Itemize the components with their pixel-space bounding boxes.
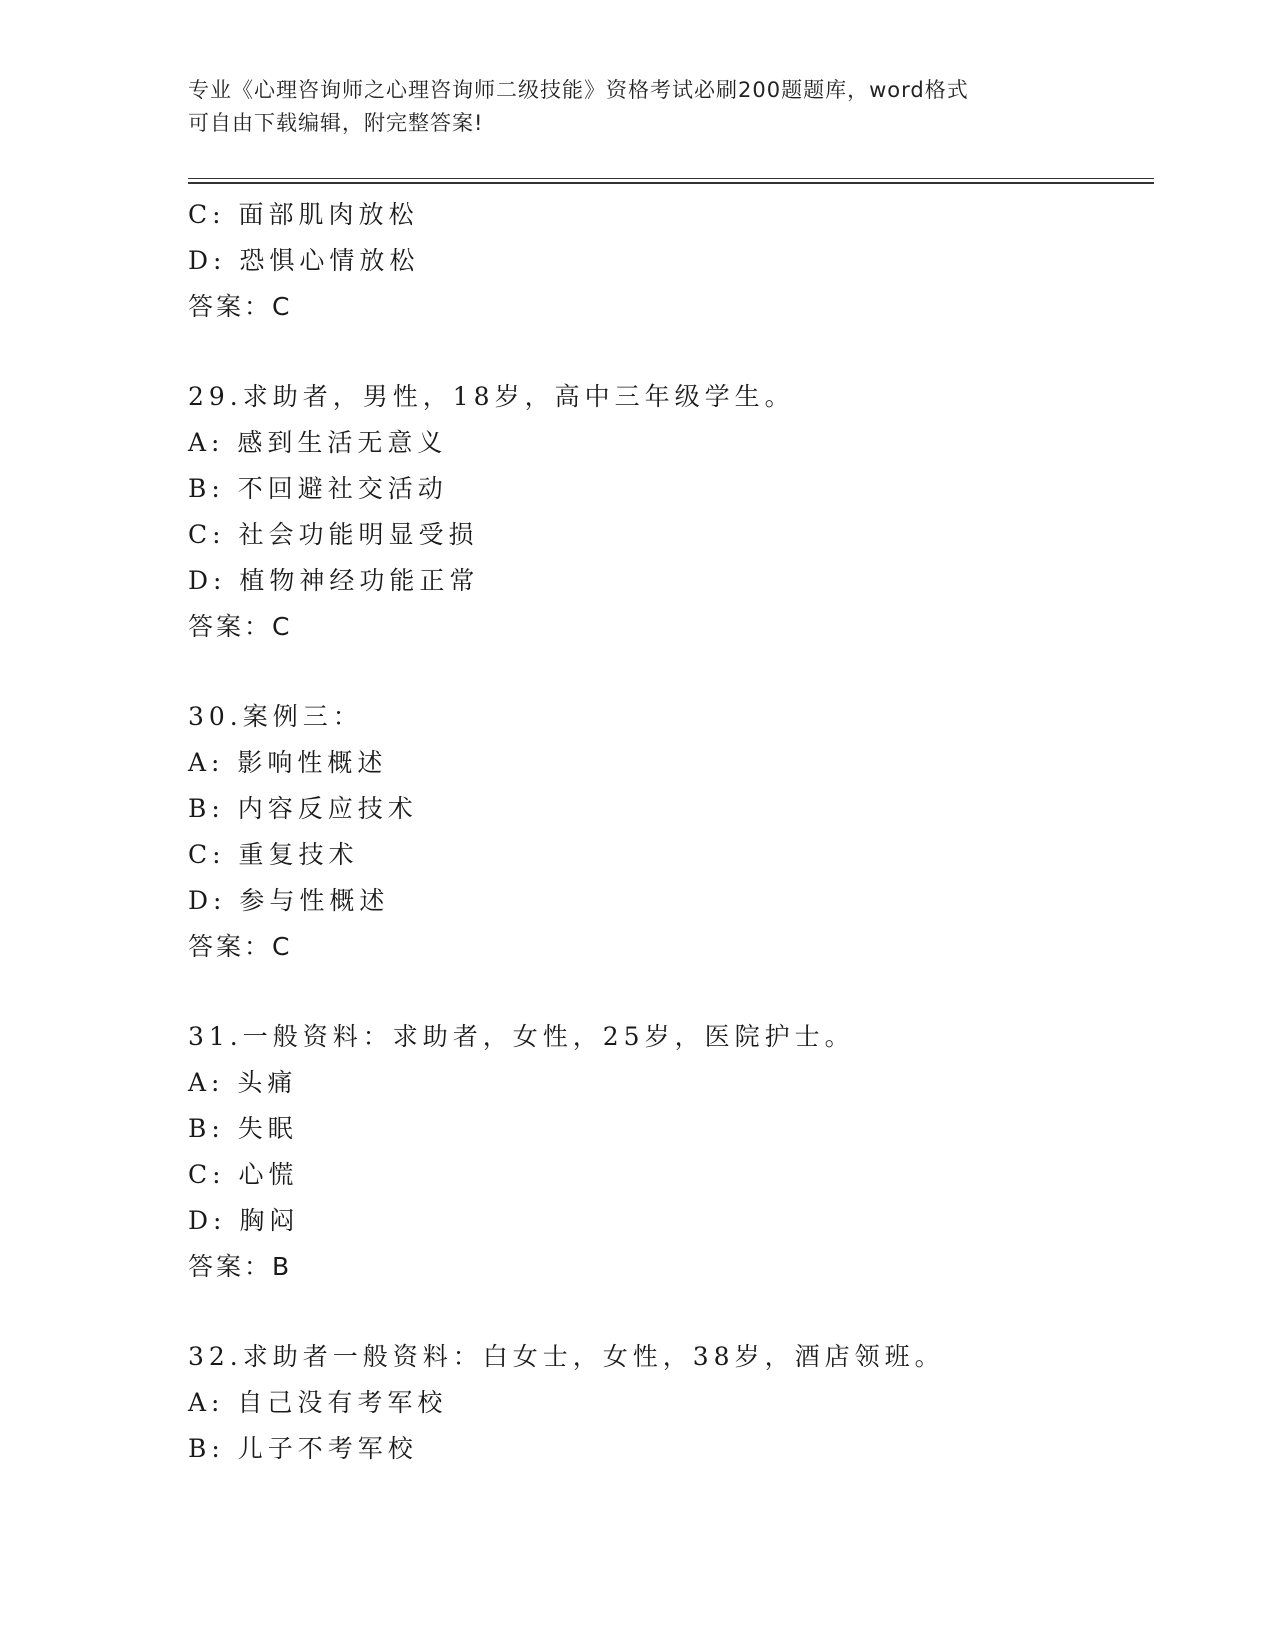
- option-c: C: 社会功能明显受损: [188, 520, 479, 549]
- option-c: C: 心慌: [188, 1160, 299, 1189]
- question-text: 30.案例三：: [188, 702, 363, 731]
- answer-line: 答案：C: [188, 292, 293, 321]
- option-a: A: 感到生活无意义: [188, 428, 448, 457]
- answer-line: 答案：C: [188, 612, 293, 641]
- option-b: B: 内容反应技术: [188, 794, 418, 823]
- header-rule-thin: [188, 178, 1154, 179]
- question-block: [188, 192, 1148, 330]
- question-text: 29.求助者，男性，18岁，高中三年级学生。: [188, 382, 795, 411]
- option-d: D: 恐惧心情放松: [188, 246, 420, 275]
- option-b: B: 儿子不考军校: [188, 1434, 418, 1463]
- option-a: A: 头痛: [188, 1068, 298, 1097]
- option-d: D: 参与性概述: [188, 886, 390, 915]
- question-list: [188, 192, 1148, 1472]
- option-a: A: 影响性概述: [188, 748, 388, 777]
- option-c: C: 面部肌肉放松: [188, 200, 419, 229]
- option-a: A: 自己没有考军校: [188, 1388, 448, 1417]
- option-d: D: 植物神经功能正常: [188, 566, 480, 595]
- question-text: 32.求助者一般资料：白女士，女性，38岁，酒店领班。: [188, 1342, 945, 1371]
- answer-line: 答案：C: [188, 932, 293, 961]
- answer-line: 答案：B: [188, 1252, 293, 1281]
- question-block: [188, 1334, 1148, 1472]
- header-line-2: 可自由下载编辑，附完整答案!: [188, 111, 484, 135]
- question-block: [188, 694, 1148, 970]
- option-b: B: 失眠: [188, 1114, 298, 1143]
- document-header: [188, 74, 1088, 140]
- header-line-1: 专业《心理咨询师之心理咨询师二级技能》资格考试必刷200题题库，word格式: [188, 78, 969, 102]
- question-block: [188, 1014, 1148, 1290]
- option-d: D: 胸闷: [188, 1206, 300, 1235]
- option-b: B: 不回避社交活动: [188, 474, 448, 503]
- header-rule-thick: [188, 182, 1154, 184]
- option-c: C: 重复技术: [188, 840, 359, 869]
- question-block: [188, 374, 1148, 650]
- question-text: 31.一般资料：求助者，女性，25岁，医院护士。: [188, 1022, 855, 1051]
